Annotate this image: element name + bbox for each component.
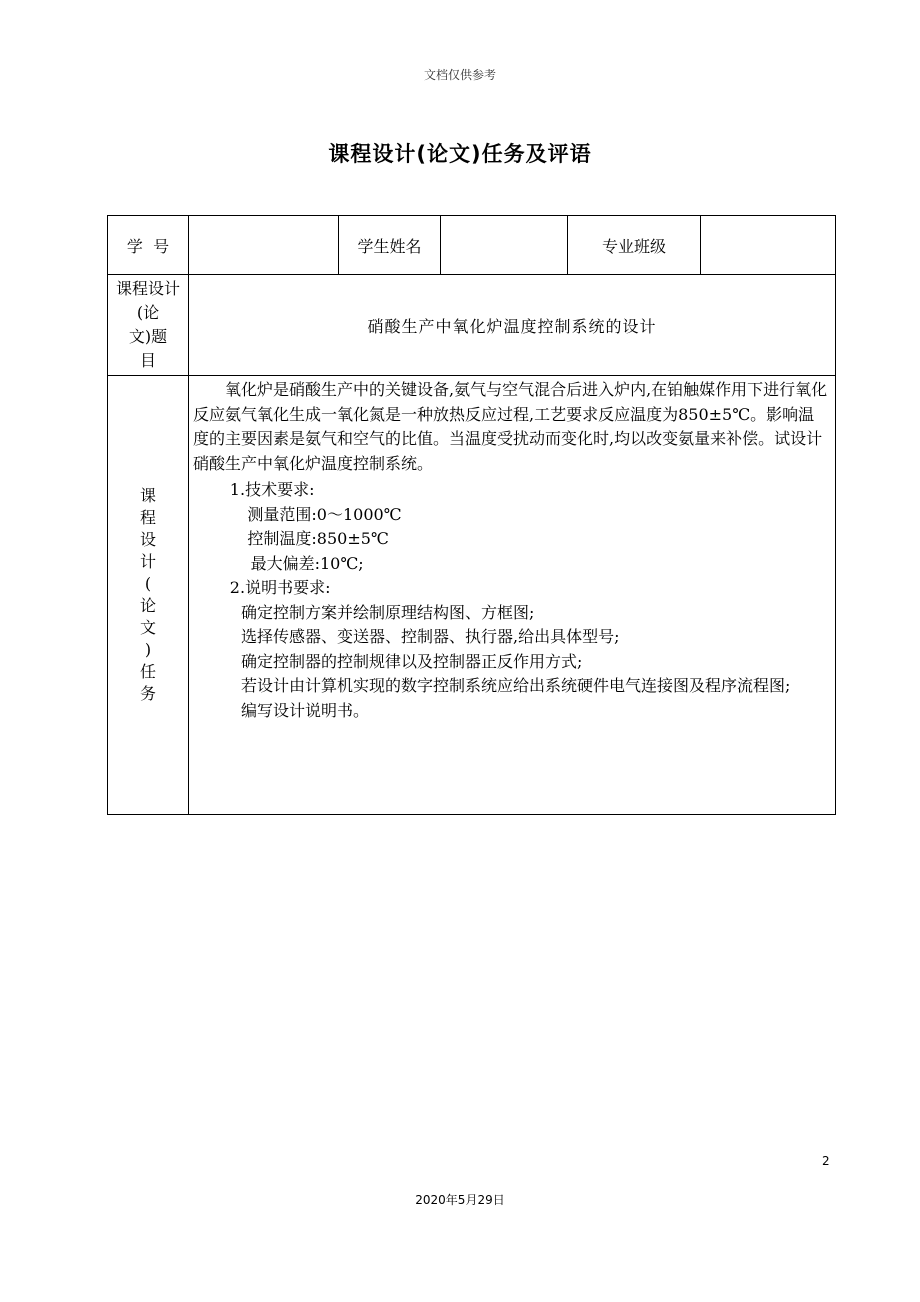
task-label xyxy=(108,376,189,815)
student-info-row xyxy=(108,216,836,275)
task-content xyxy=(189,376,836,815)
topic-label-line: 课程设计 xyxy=(115,279,180,298)
student-name-value[interactable] xyxy=(441,216,568,275)
topic-label xyxy=(108,275,189,376)
topic-label-line: 文)题 xyxy=(128,327,168,346)
tech-max-deviation: 最大偏差:10℃; xyxy=(250,553,364,573)
page-number: 2 xyxy=(822,1154,830,1168)
task-label-char: ( xyxy=(144,574,152,593)
student-name-label: 学生姓名 xyxy=(339,216,441,275)
spec-item: 选择传感器、变送器、控制器、执行器,给出具体型号; xyxy=(241,627,620,646)
header-note: 文档仅供参考 xyxy=(423,68,496,82)
spec-item: 若设计由计算机实现的数字控制系统应给出系统硬件电气连接图及程序流程图; xyxy=(241,676,791,695)
task-label-char: 任 xyxy=(139,662,156,681)
task-label-char: 论 xyxy=(139,596,156,615)
course-design-form-table xyxy=(107,215,836,815)
task-label-char: 课 xyxy=(139,486,156,505)
task-label-char: 设 xyxy=(139,530,156,549)
footer-date: 2020年5月29日 xyxy=(415,1193,505,1207)
spec-item: 确定控制方案并绘制原理结构图、方框图; xyxy=(241,602,535,622)
major-class-label: 专业班级 xyxy=(568,216,701,275)
topic-value: 硝酸生产中氧化炉温度控制系统的设计 xyxy=(189,275,836,376)
spec-item: 确定控制器的控制规律以及控制器正反作用方式; xyxy=(241,651,583,671)
topic-row xyxy=(108,275,836,376)
topic-label-line: (论 xyxy=(136,303,160,322)
document-title: 课程设计(论文)任务及评语 xyxy=(328,142,592,166)
task-label-char: 计 xyxy=(139,552,156,571)
task-row xyxy=(108,376,836,815)
tech-requirements-heading: 1.技术要求: xyxy=(229,480,315,499)
task-label-char: 文 xyxy=(139,618,156,637)
topic-label-line: 目 xyxy=(139,351,156,370)
task-label-char: 务 xyxy=(139,684,156,703)
spec-requirements-heading: 2.说明书要求: xyxy=(229,578,331,597)
task-label-char: 程 xyxy=(139,508,156,527)
spec-item: 编写设计说明书。 xyxy=(241,700,370,720)
tech-control-temperature: 控制温度:850±5℃ xyxy=(247,529,389,548)
task-intro: 氧化炉是硝酸生产中的关键设备,氨气与空气混合后进入炉内,在铂触媒作用下进行氧化反应氨气氧化生成一氧化氮是一种放热反应过程,工艺要求反应温度为850±5℃。影响温度的主要因素是氨气和空气的比值。当温度受扰动而变化时,均以改变氨量来补偿。试设计硝酸生产中氧化炉温度控制系统。 xyxy=(193,380,828,473)
student-id-value[interactable] xyxy=(189,216,339,275)
tech-measure-range: 测量范围:0～1000℃ xyxy=(247,504,402,524)
task-label-char: ) xyxy=(144,640,152,659)
student-id-label: 学 号 xyxy=(108,216,189,275)
major-class-value[interactable] xyxy=(701,216,836,275)
